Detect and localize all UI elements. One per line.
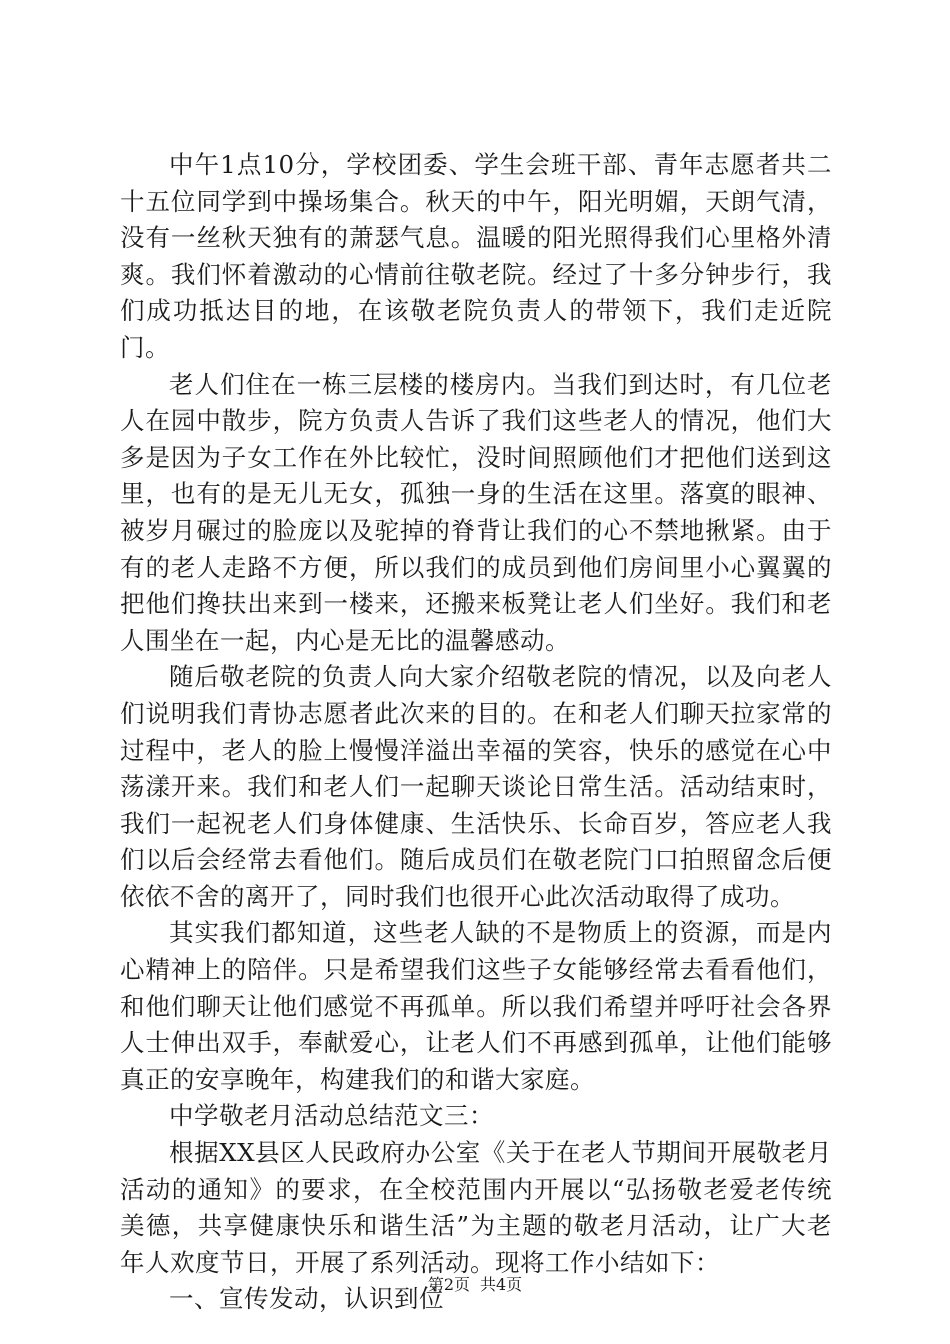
- page-number: 第2页: [427, 1275, 470, 1294]
- subheading-publicity: 一、宣传发动，认识到位: [169, 1284, 444, 1314]
- paragraph-activity-start: 中午1点10分，学校团委、学生会班干部、青年志愿者共二十五位同学到中操场集合。秋天的中午，阳光明媚，天朗气清，没有一丝秋天独有的萧瑟气息。温暖的阳光照得我们心里格外清爽。我们怀着激动的心情前往敬老院。经过了十多分钟步行，我们成功抵达目的地，在该敬老院负责人的带领下，我们走近院门。: [120, 150, 832, 362]
- document-body: [120, 147, 832, 1318]
- section-heading-sample-three: 中学敬老月活动总结范文三：: [169, 1101, 494, 1131]
- paragraph-notice-summary: 根据XX县区人民政府办公室《关于在老人节期间开展敬老月活动的通知》的要求，在全校范围内开展以“弘扬敬老爱老传统美德，共享健康快乐和谐生活”为主题的敬老月活动，让广大老年人欢度节日，开展了系列活动。现将工作小结如下：: [120, 1138, 832, 1277]
- page-total: 共4页: [480, 1275, 523, 1294]
- paragraph-reflection: 其实我们都知道，这些老人缺的不是物质上的资源，而是内心精神上的陪伴。只是希望我们这些子女能够经常去看看他们，和他们聊天让他们感觉不再孤单。所以我们希望并呼吁社会各界人士伸出双手，奉献爱心，让老人们不再感到孤单，让他们能够真正的安享晚年，构建我们的和谐大家庭。: [120, 918, 832, 1094]
- paragraph-activity-process: 随后敬老院的负责人向大家介绍敬老院的情况，以及向老人们说明我们青协志愿者此次来的目的。在和老人们聊天拉家常的过程中，老人的脸上慢慢洋溢出幸福的笑容，快乐的感觉在心中荡漾开来。我们和老人们一起聊天谈论日常生活。活动结束时，我们一起祝老人们身体健康、生活快乐、长命百岁，答应老人我们以后会经常去看他们。随后成员们在敬老院门口拍照留念后便依依不舍的离开了，同时我们也很开心此次活动取得了成功。: [120, 662, 832, 911]
- paragraph-elderly-situation: 老人们住在一栋三层楼的楼房内。当我们到达时，有几位老人在园中散步，院方负责人告诉了我们这些老人的情况，他们大多是因为子女工作在外比较忙，没时间照顾他们才把他们送到这里，也有的是无儿无女，孤独一身的生活在这里。落寞的眼神、被岁月碾过的脸庞以及驼掉的脊背让我们的心不禁地揪紧。由于有的老人走路不方便，所以我们的成员到他们房间里小心翼翼的把他们搀扶出来到一楼来，还搬来板凳让老人们坐好。我们和老人围坐在一起，内心是无比的温馨感动。: [120, 369, 832, 655]
- page-footer: [0, 1272, 950, 1295]
